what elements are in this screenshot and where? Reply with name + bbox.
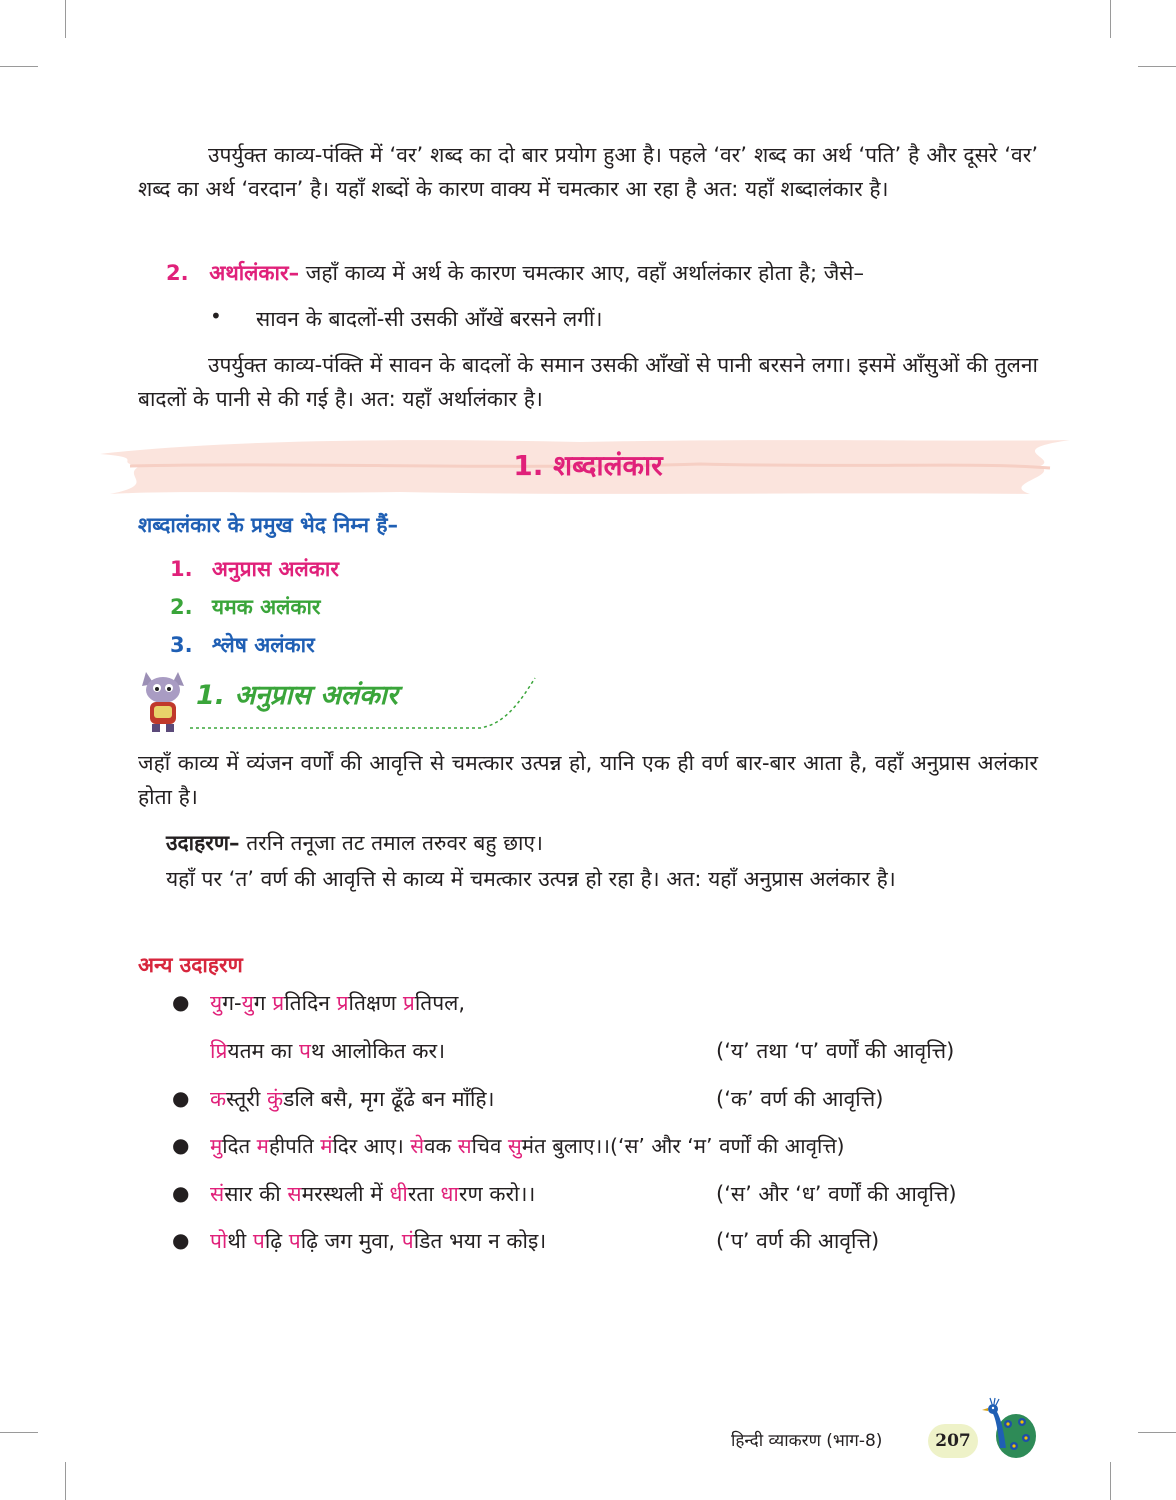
type-label: अनुप्रास अलंकार — [211, 557, 339, 581]
crop-mark — [1110, 1462, 1111, 1500]
crop-mark — [1138, 66, 1176, 67]
arthalankar-term: अर्थालंकार– — [209, 261, 300, 285]
bullet-icon: ● — [172, 1228, 190, 1252]
arthalankar-example: सावन के बादलों-सी उसकी आँखें बरसने लगीं। — [256, 307, 603, 331]
page-number: 207 — [928, 1424, 978, 1458]
type-item-yamak — [170, 592, 321, 622]
example-explanation-text: यहाँ पर ‘त’ वर्ण की आवृत्ति से काव्य में चमत्कार उत्पन्न हो रहा है। अत: यहाँ अनुप्रास अलंकार है। — [166, 867, 896, 891]
crop-mark — [0, 66, 38, 67]
footer-book-title: हिन्दी व्याकरण (भाग-8) — [731, 1431, 883, 1451]
type-number: 1. — [170, 557, 193, 581]
crop-mark — [0, 1432, 38, 1433]
item-number: 2. — [166, 261, 189, 285]
other-example-1-line-2: प्रियतम का पथ आलोकित कर। — [210, 1039, 446, 1063]
type-number: 2. — [170, 595, 193, 619]
type-label: यमक अलंकार — [211, 595, 321, 619]
bullet-icon: ● — [172, 1133, 190, 1157]
paragraph-arthalankar-explanation: उपर्युक्त काव्य-पंक्ति में सावन के बादलों के समान उसकी आँखों से पानी बरसने लगा। इसमें आँसुओं की तुलना बादलों के पानी से की गई है। अत: यहाँ अर्थालंकार है। — [138, 353, 1038, 411]
section-title: 1. शब्दालंकार — [513, 449, 663, 482]
other-example-5-note: (‘प’ वर्ण की आवृत्ति) — [716, 1229, 880, 1253]
other-example-1-line-1: युग-युग प्रतिदिन प्रतिक्षण प्रतिपल, — [210, 991, 466, 1015]
other-example-4-note: (‘स’ और ‘ध’ वर्णों की आवृत्ति) — [716, 1182, 957, 1206]
other-example-3-note: (‘स’ और ‘म’ वर्णों की आवृत्ति) — [609, 1134, 845, 1158]
other-examples-heading: अन्य उदाहरण — [138, 953, 243, 977]
crop-mark — [1110, 0, 1111, 38]
type-item-anupras — [170, 554, 339, 584]
subsection-underline — [190, 672, 540, 732]
crop-mark — [1138, 1432, 1176, 1433]
other-example-4: संसार की समरस्थली में धीरता धारण करो।। — [210, 1182, 536, 1206]
example-explanation — [138, 862, 1038, 896]
other-example-5: पोथी पढ़ि पढ़ि जग मुवा, पंडित भया न कोइ। — [210, 1229, 547, 1253]
type-label: श्लेष अलंकार — [211, 633, 315, 657]
paragraph-shabdalankar-explanation: उपर्युक्त काव्य-पंक्ति में ‘वर’ शब्द का दो बार प्रयोग हुआ है। पहले ‘वर’ शब्द का अर्थ ‘पति’ है और दूसरे ‘वर’ शब्द का अर्थ ‘वरदान’ है। यहाँ शब्दों के कारण वाक्य में चमत्कार आ रहा है अत: यहाँ शब्दालंकार है। — [138, 143, 1038, 201]
peacock-icon — [978, 1396, 1038, 1462]
other-example-2-note: (‘क’ वर्ण की आवृत्ति) — [716, 1087, 884, 1111]
example-text: तरनि तनूजा तट तमाल तरुवर बहु छाए। — [239, 831, 543, 855]
arthalankar-definition — [166, 258, 864, 288]
arthalankar-definition-text: जहाँ काव्य में अर्थ के कारण चमत्कार आए, वहाँ अर्थालंकार होता है; जैसे– — [299, 261, 864, 285]
crop-mark — [65, 1462, 66, 1500]
bullet-icon: ● — [172, 1181, 190, 1205]
crop-mark — [65, 0, 66, 38]
bullet-icon: • — [210, 304, 222, 328]
other-example-3: मुदित महीपति मंदिर आए। सेवक सचिव सुमंत बुलाए।।(‘स’ और ‘म’ वर्णों की आवृत्ति) — [210, 1134, 845, 1158]
type-item-shlesh — [170, 630, 315, 660]
other-example-1-note: (‘य’ तथा ‘प’ वर्णों की आवृत्ति) — [716, 1039, 955, 1063]
type-number: 3. — [170, 633, 193, 657]
example-line — [166, 828, 543, 858]
other-example-2: कस्तूरी कुंडलि बसै, मृग ढूँढे बन माँहि। — [210, 1087, 495, 1111]
types-heading: शब्दालंकार के प्रमुख भेद निम्न हैं– — [138, 513, 399, 537]
anupras-definition: जहाँ काव्य में व्यंजन वर्णों की आवृत्ति से चमत्कार उत्पन्न हो, यानि एक ही वर्ण बार-बार आता है, वहाँ अनुप्रास अलंकार होता है। — [138, 751, 1038, 809]
example-label: उदाहरण– — [166, 831, 240, 855]
bullet-icon: ● — [172, 1086, 190, 1110]
bullet-icon: ● — [172, 990, 190, 1014]
subsection-title: 1. अनुप्रास अलंकार — [196, 680, 398, 711]
cat-mascot-icon — [138, 668, 190, 734]
